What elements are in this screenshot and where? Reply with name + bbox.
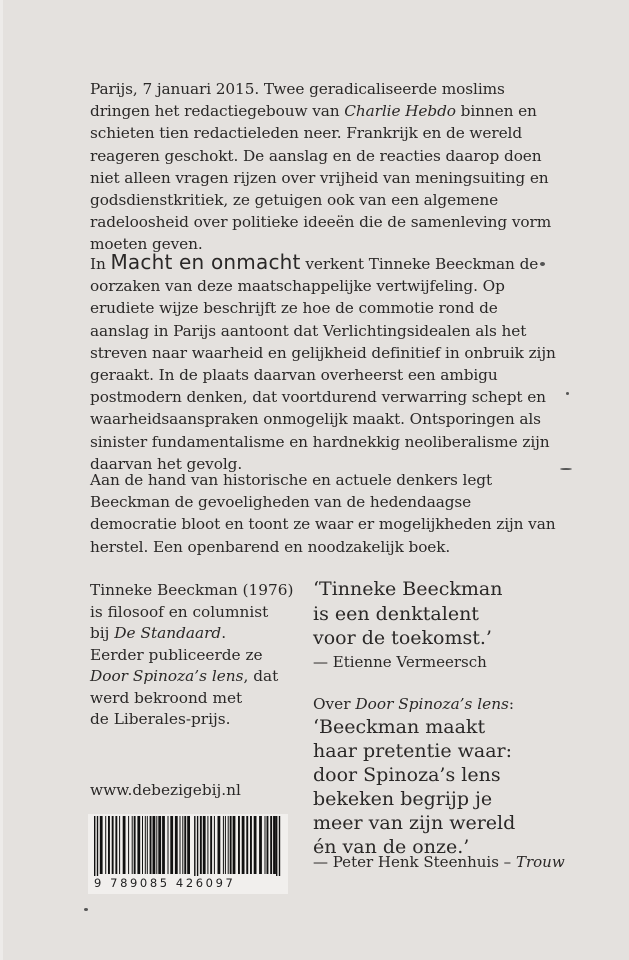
barcode-bar — [142, 816, 143, 874]
barcode-bar — [218, 816, 221, 874]
author-bio-line — [90, 666, 300, 688]
author-bio-text: . — [221, 624, 227, 642]
over-suffix: : — [508, 695, 515, 713]
barcode-bar — [250, 816, 252, 874]
barcode-bar — [238, 816, 240, 874]
barcode-bar — [123, 816, 126, 874]
barcode-bar — [175, 816, 178, 874]
paper-crease — [0, 0, 3, 960]
barcode-bar — [105, 816, 106, 874]
author-bio-text: , dat — [243, 667, 279, 685]
quote-vermeersch — [313, 577, 573, 651]
barcode-bar — [94, 816, 95, 876]
attribution-text: — Peter Henk Steenhuis – — [313, 853, 516, 871]
newspaper-name: De Standaard — [114, 624, 222, 642]
barcode-bar — [194, 816, 195, 876]
newspaper-name: Trouw — [515, 853, 565, 871]
barcode-bar — [228, 816, 229, 874]
barcode-bar — [119, 816, 120, 874]
quote-line: ‘Beeckman maakt — [313, 716, 486, 738]
quote-line: is een denktalent — [313, 602, 479, 625]
publisher-website: www.debezigebij.nl — [90, 781, 241, 799]
author-bio-line: werd bekroond met — [90, 688, 243, 707]
isbn-barcode — [88, 814, 288, 894]
print-speck — [560, 468, 572, 470]
barcode-bar — [273, 816, 276, 874]
barcode-bar — [203, 816, 206, 874]
over-book-title: Door Spinoza’s lens — [355, 695, 509, 713]
barcode-bar — [210, 816, 212, 874]
barcode-bar — [187, 816, 190, 874]
author-bio-line: is filosoof en columnist — [90, 602, 269, 621]
barcode-bar — [197, 816, 198, 876]
author-bio-line: Eerder publiceerde ze — [90, 645, 263, 664]
barcode-bar — [230, 816, 232, 874]
barcode-bar — [115, 816, 117, 874]
description-text: verkent Tinneke Beeckman de oorzaken van deze maatschappelijke vertwijfeling. Op erudiete wijze beschrijft ze hoe de commotie rond de aanslag in Parijs aantoont dat Verlichtingsidealen als het streven naar waarheid en gelijkheid definitief in onbruik zijn geraakt. In de plaats daarvan overheerst een ambigu postmodern denken, dat voortdurend verwarring schept en waarheidsaanspraken onmogelijk maakt. Ontsporingen als sinister fundamentalisme en hardnekkig neoliberalisme zijn daarvan het gevolg. — [90, 255, 556, 473]
barcode-bar — [100, 816, 103, 874]
quote-steenhuis — [313, 715, 578, 859]
barcode-bar — [276, 816, 277, 876]
barcode-bar — [153, 816, 156, 874]
barcode-bars — [92, 816, 284, 876]
quote-line: én van de onze.’ — [313, 836, 470, 858]
isbn-number: 9 789085 426097 — [94, 876, 236, 890]
barcode-bar — [147, 816, 148, 874]
barcode-bar — [254, 816, 257, 874]
closing-paragraph: Aan de hand van historische en actuele denkers legt Beeckman de gevoeligheden van de hedendaagse democratie bloot en toont ze waar er mogelijkheden zijn van herstel. Een openbarend en noodzakelijk boek. — [90, 471, 556, 556]
barcode-bar — [162, 816, 165, 874]
barcode-bar — [180, 816, 181, 874]
intro-text-start: Parijs, 7 januari 2015. Twee geradicaliseerde moslims dringen het redactiegebouw van — [90, 80, 505, 121]
barcode-bar — [200, 816, 202, 874]
intro-paragraph — [90, 78, 560, 256]
barcode-bar — [225, 816, 226, 874]
barcode-bar — [137, 816, 140, 874]
quote-line: voor de toekomst.’ — [313, 627, 492, 649]
author-bio-text: bij — [90, 624, 115, 642]
barcode-bar — [267, 816, 269, 874]
book-title: Macht en onmacht — [110, 250, 301, 274]
barcode-bar — [279, 816, 280, 876]
barcode-bar — [242, 816, 245, 874]
quote-attribution: — Etienne Vermeersch — [313, 653, 487, 671]
barcode-bar — [207, 816, 208, 874]
print-speck — [540, 262, 545, 266]
over-label — [313, 693, 514, 715]
barcode-bar — [170, 816, 173, 874]
quote-attribution — [313, 851, 565, 873]
quote-line: haar pretentie waar: — [313, 740, 513, 762]
quote-line: ‘Tinneke Beeckman — [313, 578, 503, 600]
barcode-bar — [214, 816, 215, 874]
barcode-bar — [246, 816, 248, 874]
description-paragraph — [90, 251, 560, 475]
barcode-bar — [97, 816, 98, 876]
barcode-bar — [145, 816, 146, 874]
over-prefix: Over — [313, 695, 356, 713]
quote-line: meer van zijn wereld — [313, 812, 516, 834]
barcode-bar — [233, 816, 236, 874]
barcode-bar — [259, 816, 262, 874]
intro-text-end: binnen en schieten tien redactieleden neer. Frankrijk en de wereld reageren geschokt. De aanslag en de reacties daarop doen niet alleen vragen rijzen over vrijheid van meningsuiting en godsdienstkritiek, ze getuigen ook van een algemene radeloosheid over politieke ideeën die de samenleving vorm moeten geven. — [90, 102, 552, 254]
barcode-bar — [265, 816, 266, 874]
author-bio-line: Tinneke Beeckman (1976) — [90, 581, 294, 599]
barcode-bar — [223, 816, 224, 874]
description-lead-in: In — [90, 255, 111, 273]
barcode-bar — [132, 816, 133, 874]
print-speck — [566, 392, 569, 395]
barcode-bar — [270, 816, 272, 874]
barcode-bar — [128, 816, 129, 874]
barcode-bar — [168, 816, 169, 874]
barcode-bar — [156, 816, 157, 874]
barcode-bar — [150, 816, 152, 874]
author-bio — [90, 580, 300, 731]
barcode-bar — [112, 816, 114, 874]
barcode-bar — [182, 816, 183, 874]
charlie-hebdo-title: Charlie Hebdo — [344, 102, 456, 121]
quote-line: door Spinoza’s lens — [313, 764, 501, 786]
barcode-bar — [134, 816, 136, 874]
previous-book-title: Door Spinoza’s lens — [90, 667, 244, 685]
author-bio-line — [90, 623, 300, 645]
barcode-bar — [184, 816, 186, 874]
barcode-bar — [108, 816, 110, 874]
quote-line: bekeken begrijp je — [313, 788, 493, 810]
print-speck — [84, 908, 88, 911]
barcode-bar — [158, 816, 161, 874]
author-bio-line: de Liberales-prijs. — [90, 710, 231, 728]
